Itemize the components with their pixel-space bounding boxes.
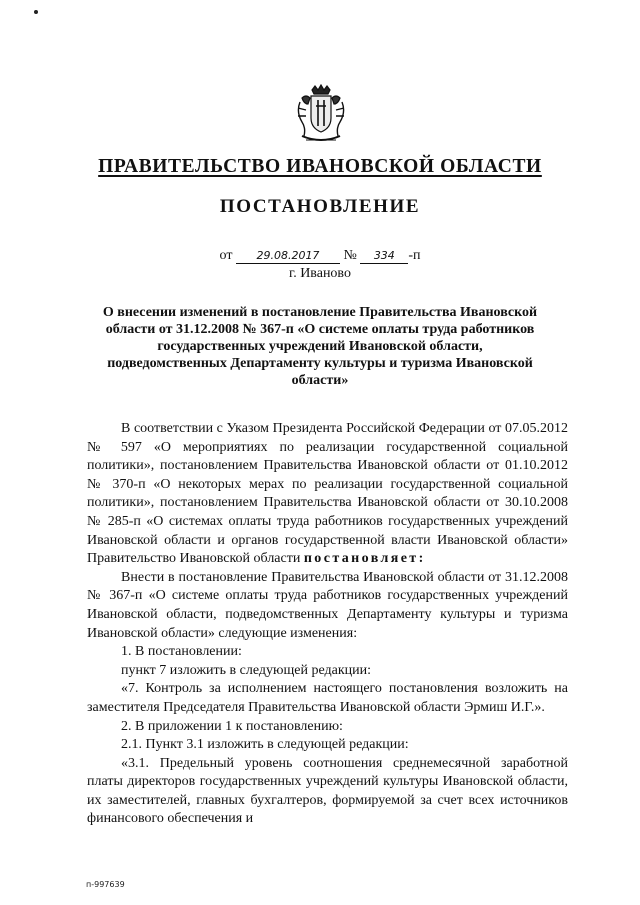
date-prefix: от [219,248,233,263]
paragraph-item-2: 2. В приложении 1 к постановлению: [121,718,343,734]
date-number-line [0,248,640,264]
city: г. Иваново [289,266,351,281]
paragraph-item-7-text: «7. Контроль за исполнением настоящего постановления возложить на заместителя Председателя Правительства Ивановской области Эрмиш И.Г.». [87,681,568,715]
footer-code: п-997639 [86,880,125,889]
paragraph-item-2-1: 2.1. Пункт 3.1 изложить в следующей редакции: [121,737,409,753]
government-title: ПРАВИТЕЛЬСТВО ИВАНОВСКОЙ ОБЛАСТИ [98,156,542,177]
handwritten-number: 334 [360,249,408,264]
document-subject: О внесении изменений в постановление Правительства Ивановской области от 31.12.2008 № 367-п «О системе оплаты труда работников государственных учреждений Ивановской области, подведомственных Департаменту культуры и туризма Ивановской области» [102,305,538,388]
preamble-text: В соответствии с Указом Президента Российской Федерации от 07.05.2012 № 597 «О мероприятиях по реализации государственной социальной политики», постановлением Правительства Ивановской области от 01.10.2012 № 370-п «О некоторых мерах по реализации государственной социальной политики», постановлением Правительства Ивановской области от 30.10.2008 № 285-п «О системах оплаты труда работников государственных учреждений Ивановской области и органов государственной власти Ивановской области» Правительство Ивановской области [87,421,568,567]
paragraph-item-3-1-text: «3.1. Предельный уровень соотношения среднемесячной заработной платы директоров государственных учреждений культуры Ивановской области, их заместителей, главных бухгалтеров, формируемой за счет всех источников финансового обеспечения и [87,755,568,827]
decree-keyword: постановляет: [303,551,426,567]
paragraph-item-1: 1. В постановлении: [121,644,242,660]
coat-of-arms-emblem-icon [292,84,350,146]
number-label: № [343,248,357,263]
paragraph-amend: Внести в постановление Правительства Ивановской области от 31.12.2008 № 367-п «О системе оплаты труда работников государственных учреждений Ивановской области, подведомственных Департаменту культуры и туризма Ивановской области» следующие изменения: [87,569,568,641]
scan-dot [34,10,38,14]
paragraph-item-1-clause: пункт 7 изложить в следующей редакции: [121,662,371,678]
document-type: ПОСТАНОВЛЕНИЕ [219,196,421,217]
number-suffix: -п [408,248,421,263]
paragraph-preamble [87,420,568,569]
handwritten-date: 29.08.2017 [236,249,340,264]
document-body [87,420,568,829]
